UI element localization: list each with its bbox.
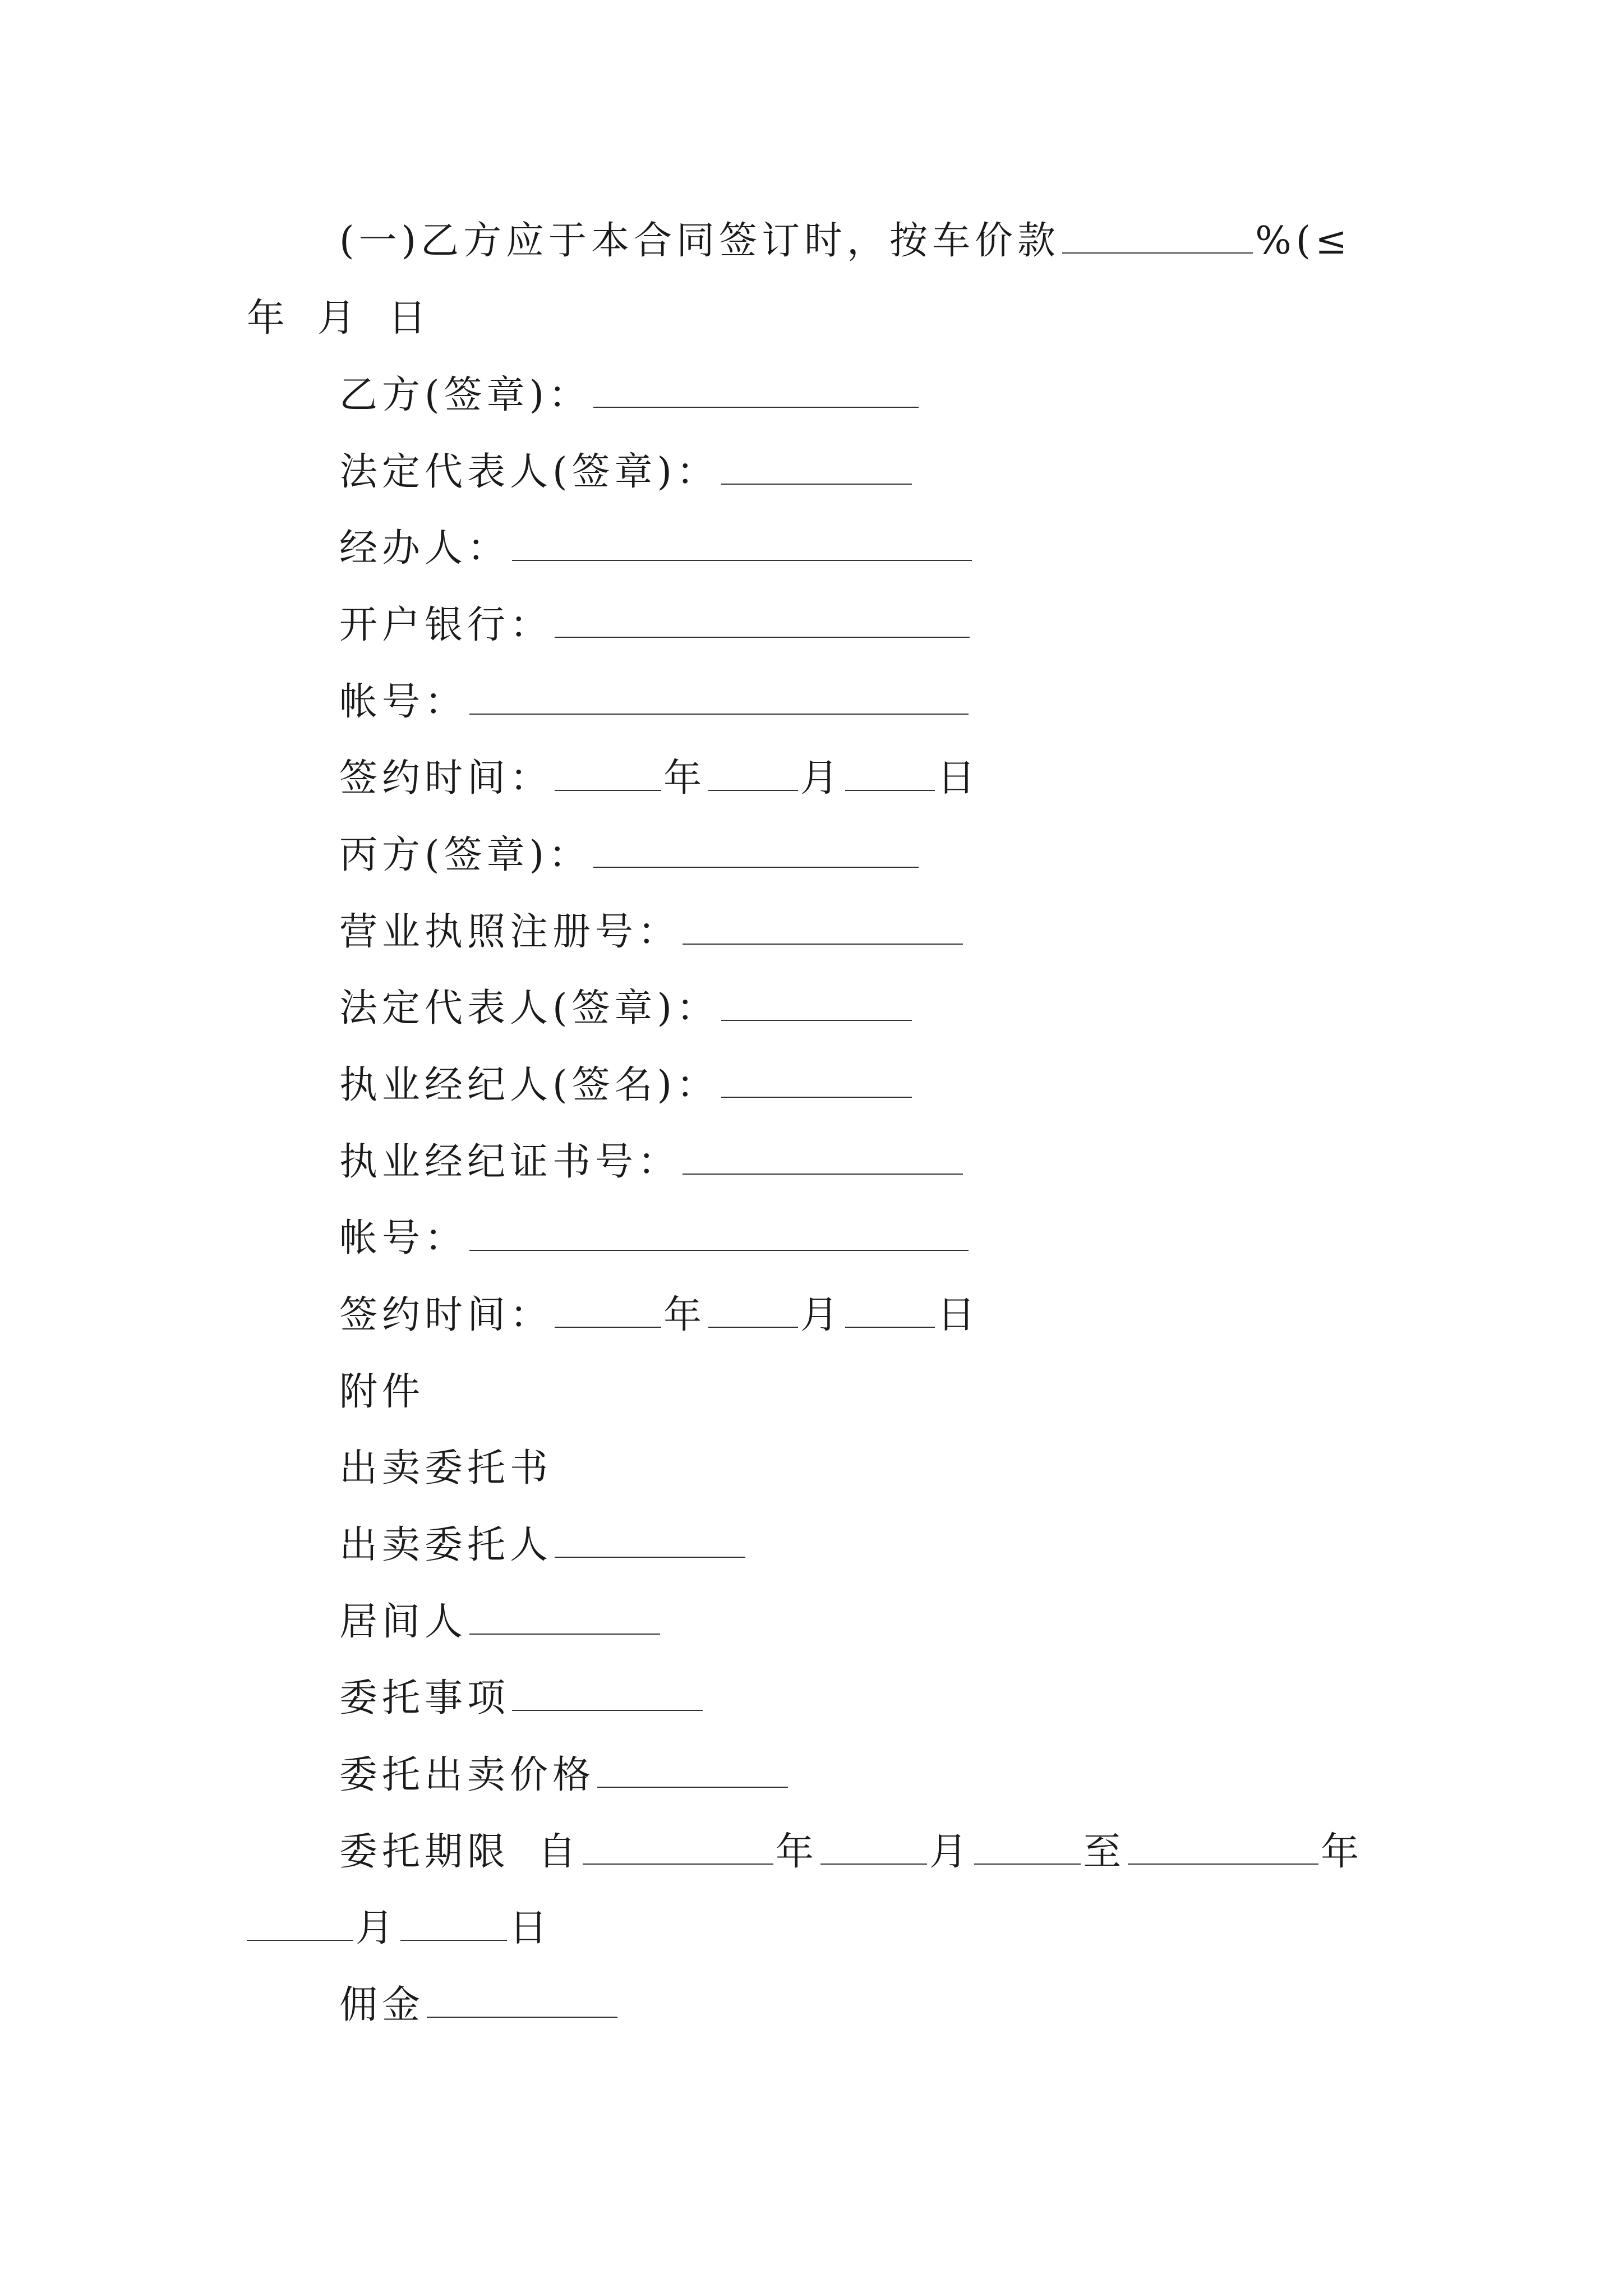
intermediary-line bbox=[339, 1594, 662, 1650]
bank-label: 开户银行： bbox=[339, 603, 553, 647]
account-label: 帐号： bbox=[339, 1216, 468, 1260]
from-day-blank[interactable] bbox=[974, 1829, 1081, 1865]
broker-line bbox=[339, 1057, 914, 1114]
broker-blank[interactable] bbox=[721, 1062, 912, 1098]
month-label: 月 bbox=[356, 1906, 399, 1950]
principal-label: 出卖委托人 bbox=[339, 1523, 553, 1567]
party-c-label: 丙方(签章)： bbox=[339, 833, 592, 877]
commission-blank[interactable] bbox=[427, 1982, 617, 2018]
broker-cert-blank[interactable] bbox=[683, 1139, 963, 1175]
license-line bbox=[339, 904, 965, 960]
account-line bbox=[339, 674, 971, 730]
intermediary-label: 居间人 bbox=[339, 1600, 468, 1644]
attachment-label: 附件 bbox=[339, 1370, 425, 1414]
legal-rep-line bbox=[339, 444, 914, 500]
sign-year-blank[interactable] bbox=[555, 755, 661, 791]
principal-blank[interactable] bbox=[555, 1522, 745, 1558]
sale-letter-heading bbox=[339, 1441, 552, 1497]
broker-cert-label: 执业经纪证书号： bbox=[339, 1140, 681, 1184]
commission-label: 佣金 bbox=[339, 1983, 425, 2027]
day-label: 日 bbox=[388, 296, 431, 341]
party-b-label: 乙方(签章)： bbox=[339, 373, 592, 417]
sale-letter-label: 出卖委托书 bbox=[339, 1446, 553, 1490]
to-label: 至 bbox=[1083, 1830, 1126, 1874]
clause-tail: %(≤ bbox=[1255, 219, 1352, 263]
matter-label: 委托事项 bbox=[339, 1676, 510, 1720]
month-label: 月 bbox=[929, 1830, 972, 1874]
party-c-line bbox=[339, 827, 921, 884]
broker-cert-line bbox=[339, 1134, 965, 1190]
legal-rep-label: 法定代表人(签章)： bbox=[339, 450, 720, 494]
intermediary-blank[interactable] bbox=[469, 1599, 660, 1635]
period-continuation-line bbox=[247, 1901, 552, 1957]
sign-time-label: 签约时间： bbox=[339, 1293, 553, 1337]
sign-year-blank[interactable] bbox=[555, 1292, 661, 1328]
day-label: 日 bbox=[937, 1293, 980, 1337]
attachment-heading bbox=[339, 1364, 425, 1420]
sign-day-blank[interactable] bbox=[845, 1292, 935, 1328]
price-line bbox=[339, 1747, 790, 1803]
percent-blank[interactable] bbox=[1062, 218, 1253, 254]
sign-month-blank[interactable] bbox=[708, 755, 798, 791]
period-label: 委托期限 bbox=[339, 1830, 510, 1874]
sign-time-label: 签约时间： bbox=[339, 756, 553, 800]
account-blank[interactable] bbox=[469, 679, 969, 715]
to-year-blank[interactable] bbox=[1128, 1829, 1318, 1865]
principal-line bbox=[339, 1517, 748, 1573]
date-line bbox=[247, 291, 431, 347]
to-day-blank[interactable] bbox=[400, 1905, 507, 1941]
period-line bbox=[339, 1824, 1363, 1880]
bank-blank[interactable] bbox=[555, 602, 970, 638]
account-line bbox=[339, 1211, 971, 1267]
handler-blank[interactable] bbox=[512, 525, 972, 561]
handler-label: 经办人： bbox=[339, 526, 510, 570]
sign-day-blank[interactable] bbox=[845, 755, 935, 791]
day-label: 日 bbox=[937, 756, 980, 800]
bank-line bbox=[339, 597, 972, 654]
from-year-blank[interactable] bbox=[583, 1829, 773, 1865]
from-month-blank[interactable] bbox=[820, 1829, 927, 1865]
to-month-blank[interactable] bbox=[247, 1905, 353, 1941]
sign-month-blank[interactable] bbox=[708, 1292, 798, 1328]
handler-line bbox=[339, 521, 974, 577]
year-label: 年 bbox=[247, 296, 290, 341]
matter-line bbox=[339, 1671, 705, 1727]
license-label: 营业执照注册号： bbox=[339, 910, 681, 954]
month-label: 月 bbox=[800, 756, 843, 800]
legal-rep-blank[interactable] bbox=[721, 985, 912, 1021]
clause-text: (一)乙方应于本合同签订时，按车价款 bbox=[339, 219, 1061, 263]
month-label: 月 bbox=[317, 296, 361, 341]
from-label: 自 bbox=[538, 1830, 581, 1874]
price-blank[interactable] bbox=[597, 1752, 788, 1788]
year-label: 年 bbox=[1321, 1830, 1364, 1874]
party-b-line bbox=[339, 367, 921, 424]
clause-line bbox=[339, 213, 1352, 269]
month-label: 月 bbox=[800, 1293, 843, 1337]
sign-time-line bbox=[339, 1287, 980, 1343]
legal-rep-label: 法定代表人(签章)： bbox=[339, 986, 720, 1030]
license-blank[interactable] bbox=[683, 909, 963, 945]
account-label: 帐号： bbox=[339, 680, 468, 724]
year-label: 年 bbox=[663, 1293, 707, 1337]
legal-rep-blank[interactable] bbox=[721, 449, 912, 485]
legal-rep-line bbox=[339, 981, 914, 1037]
party-b-blank[interactable] bbox=[593, 372, 919, 408]
matter-blank[interactable] bbox=[512, 1675, 703, 1711]
day-label: 日 bbox=[509, 1906, 552, 1950]
year-label: 年 bbox=[776, 1830, 819, 1874]
commission-line bbox=[339, 1977, 620, 2033]
year-label: 年 bbox=[663, 756, 707, 800]
price-label: 委托出卖价格 bbox=[339, 1753, 596, 1797]
party-c-blank[interactable] bbox=[593, 832, 919, 868]
account-blank[interactable] bbox=[469, 1215, 969, 1251]
broker-label: 执业经纪人(签名)： bbox=[339, 1063, 720, 1107]
sign-time-line bbox=[339, 751, 980, 807]
